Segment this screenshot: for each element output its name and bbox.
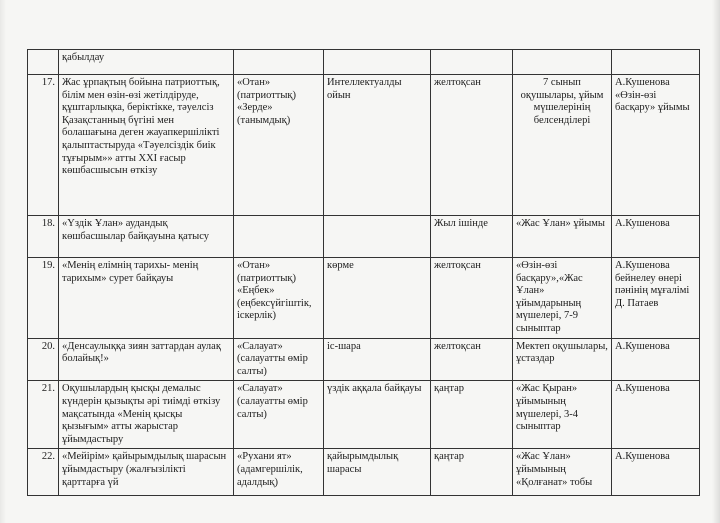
form-cell: көрме <box>324 258 431 339</box>
date-cell <box>431 50 513 75</box>
date-cell: желтоқсан <box>431 338 513 381</box>
form-cell: Интеллектуалды ойын <box>324 75 431 216</box>
event-cell: «Үздік Ұлан» аудандық көшбасшылар байқауына қатысу <box>59 216 234 258</box>
direction-cell <box>234 216 324 258</box>
responsible-cell: А.Кушенова бейнелеу өнері пәнінің мұғалімі Д. Патаев <box>612 258 700 339</box>
date-cell: желтоқсан <box>431 75 513 216</box>
responsible-cell: А.Кушенова <box>612 216 700 258</box>
participants-cell: Мектеп оқушылары, ұстаздар <box>513 338 612 381</box>
participants-cell: «Жас Қыран» ұйымының мүшелері, 3-4 сыныптар <box>513 381 612 449</box>
row-number <box>28 50 59 75</box>
responsible-cell: А.Кушенова <box>612 381 700 449</box>
date-cell: желтоқсан <box>431 258 513 339</box>
direction-cell: «Салауат» (салауатты өмір салты) <box>234 381 324 449</box>
responsible-cell: А.Кушенова <box>612 338 700 381</box>
row-number: 17. <box>28 75 59 216</box>
date-cell: Жыл ішінде <box>431 216 513 258</box>
table-row <box>28 216 700 258</box>
form-cell: үздік аққала байқауы <box>324 381 431 449</box>
table-row <box>28 258 700 339</box>
table-row <box>28 75 700 216</box>
form-cell <box>324 216 431 258</box>
scan-shadow-left <box>0 0 6 523</box>
scan-shadow-right <box>712 0 720 523</box>
row-number: 19. <box>28 258 59 339</box>
plan-table <box>27 49 700 496</box>
table-row <box>28 449 700 496</box>
event-cell: «Менің елімнің тарихы- менің тарихым» сурет байқауы <box>59 258 234 339</box>
form-cell: іс-шара <box>324 338 431 381</box>
table-row <box>28 381 700 449</box>
direction-cell: «Отан» (патриоттық) «Еңбек» (еңбексүйгіштік, іскерлік) <box>234 258 324 339</box>
event-cell: «Денсаулыққа зиян заттардан аулақ болайық!» <box>59 338 234 381</box>
table-row <box>28 338 700 381</box>
participants-cell: «Өзін-өзі басқару»,«Жас Ұлан» ұйымдарының мүшелері, 7-9 сыныптар <box>513 258 612 339</box>
date-cell: қаңтар <box>431 449 513 496</box>
participants-cell: «Жас Ұлан» ұйымы <box>513 216 612 258</box>
direction-cell: «Отан» (патриоттық) «Зерде» (танымдық) <box>234 75 324 216</box>
event-cell: қабылдау <box>59 50 234 75</box>
event-cell: «Мейірім» қайырымдылық шарасын ұйымдастыру (жалғызілікті қарттарға үй <box>59 449 234 496</box>
responsible-cell: А.Кушенова <box>612 449 700 496</box>
participants-cell: 7 сынып оқушылары, ұйым мүшелерінің белсенділері <box>513 75 612 216</box>
participants-cell <box>513 50 612 75</box>
form-cell: қайырымдылық шарасы <box>324 449 431 496</box>
row-number: 22. <box>28 449 59 496</box>
responsible-cell: А.Кушенова «Өзін-өзі басқару» ұйымы <box>612 75 700 216</box>
row-number: 20. <box>28 338 59 381</box>
table-row <box>28 50 700 75</box>
direction-cell: «Салауат» (салауатты өмір салты) <box>234 338 324 381</box>
direction-cell: «Рухани ят» (адамгершілік, адалдық) <box>234 449 324 496</box>
form-cell <box>324 50 431 75</box>
event-cell: Жас ұрпақтың бойына патриоттық, білім мен өзін-өзі жетілдіруде, құштарлықка, беріктікке, тәуелсіз Қазақстанның бүгіні мен болашағына деген жауапкершілікті қалыптастыруда «Тәуелсіздік биік тұғырым»» атты XXI ғасыр көшбасшысын өткізу <box>59 75 234 216</box>
event-cell: Оқушылардың қысқы демалыс күндерін қызықты әрі тиімді өткізу мақсатында «Менің қысқы қызығым» атты жарыстар ұйымдастыру <box>59 381 234 449</box>
participants-cell: «Жас Ұлан» ұйымының «Қолғанат» тобы <box>513 449 612 496</box>
date-cell: қаңтар <box>431 381 513 449</box>
row-number: 21. <box>28 381 59 449</box>
responsible-cell <box>612 50 700 75</box>
direction-cell <box>234 50 324 75</box>
row-number: 18. <box>28 216 59 258</box>
